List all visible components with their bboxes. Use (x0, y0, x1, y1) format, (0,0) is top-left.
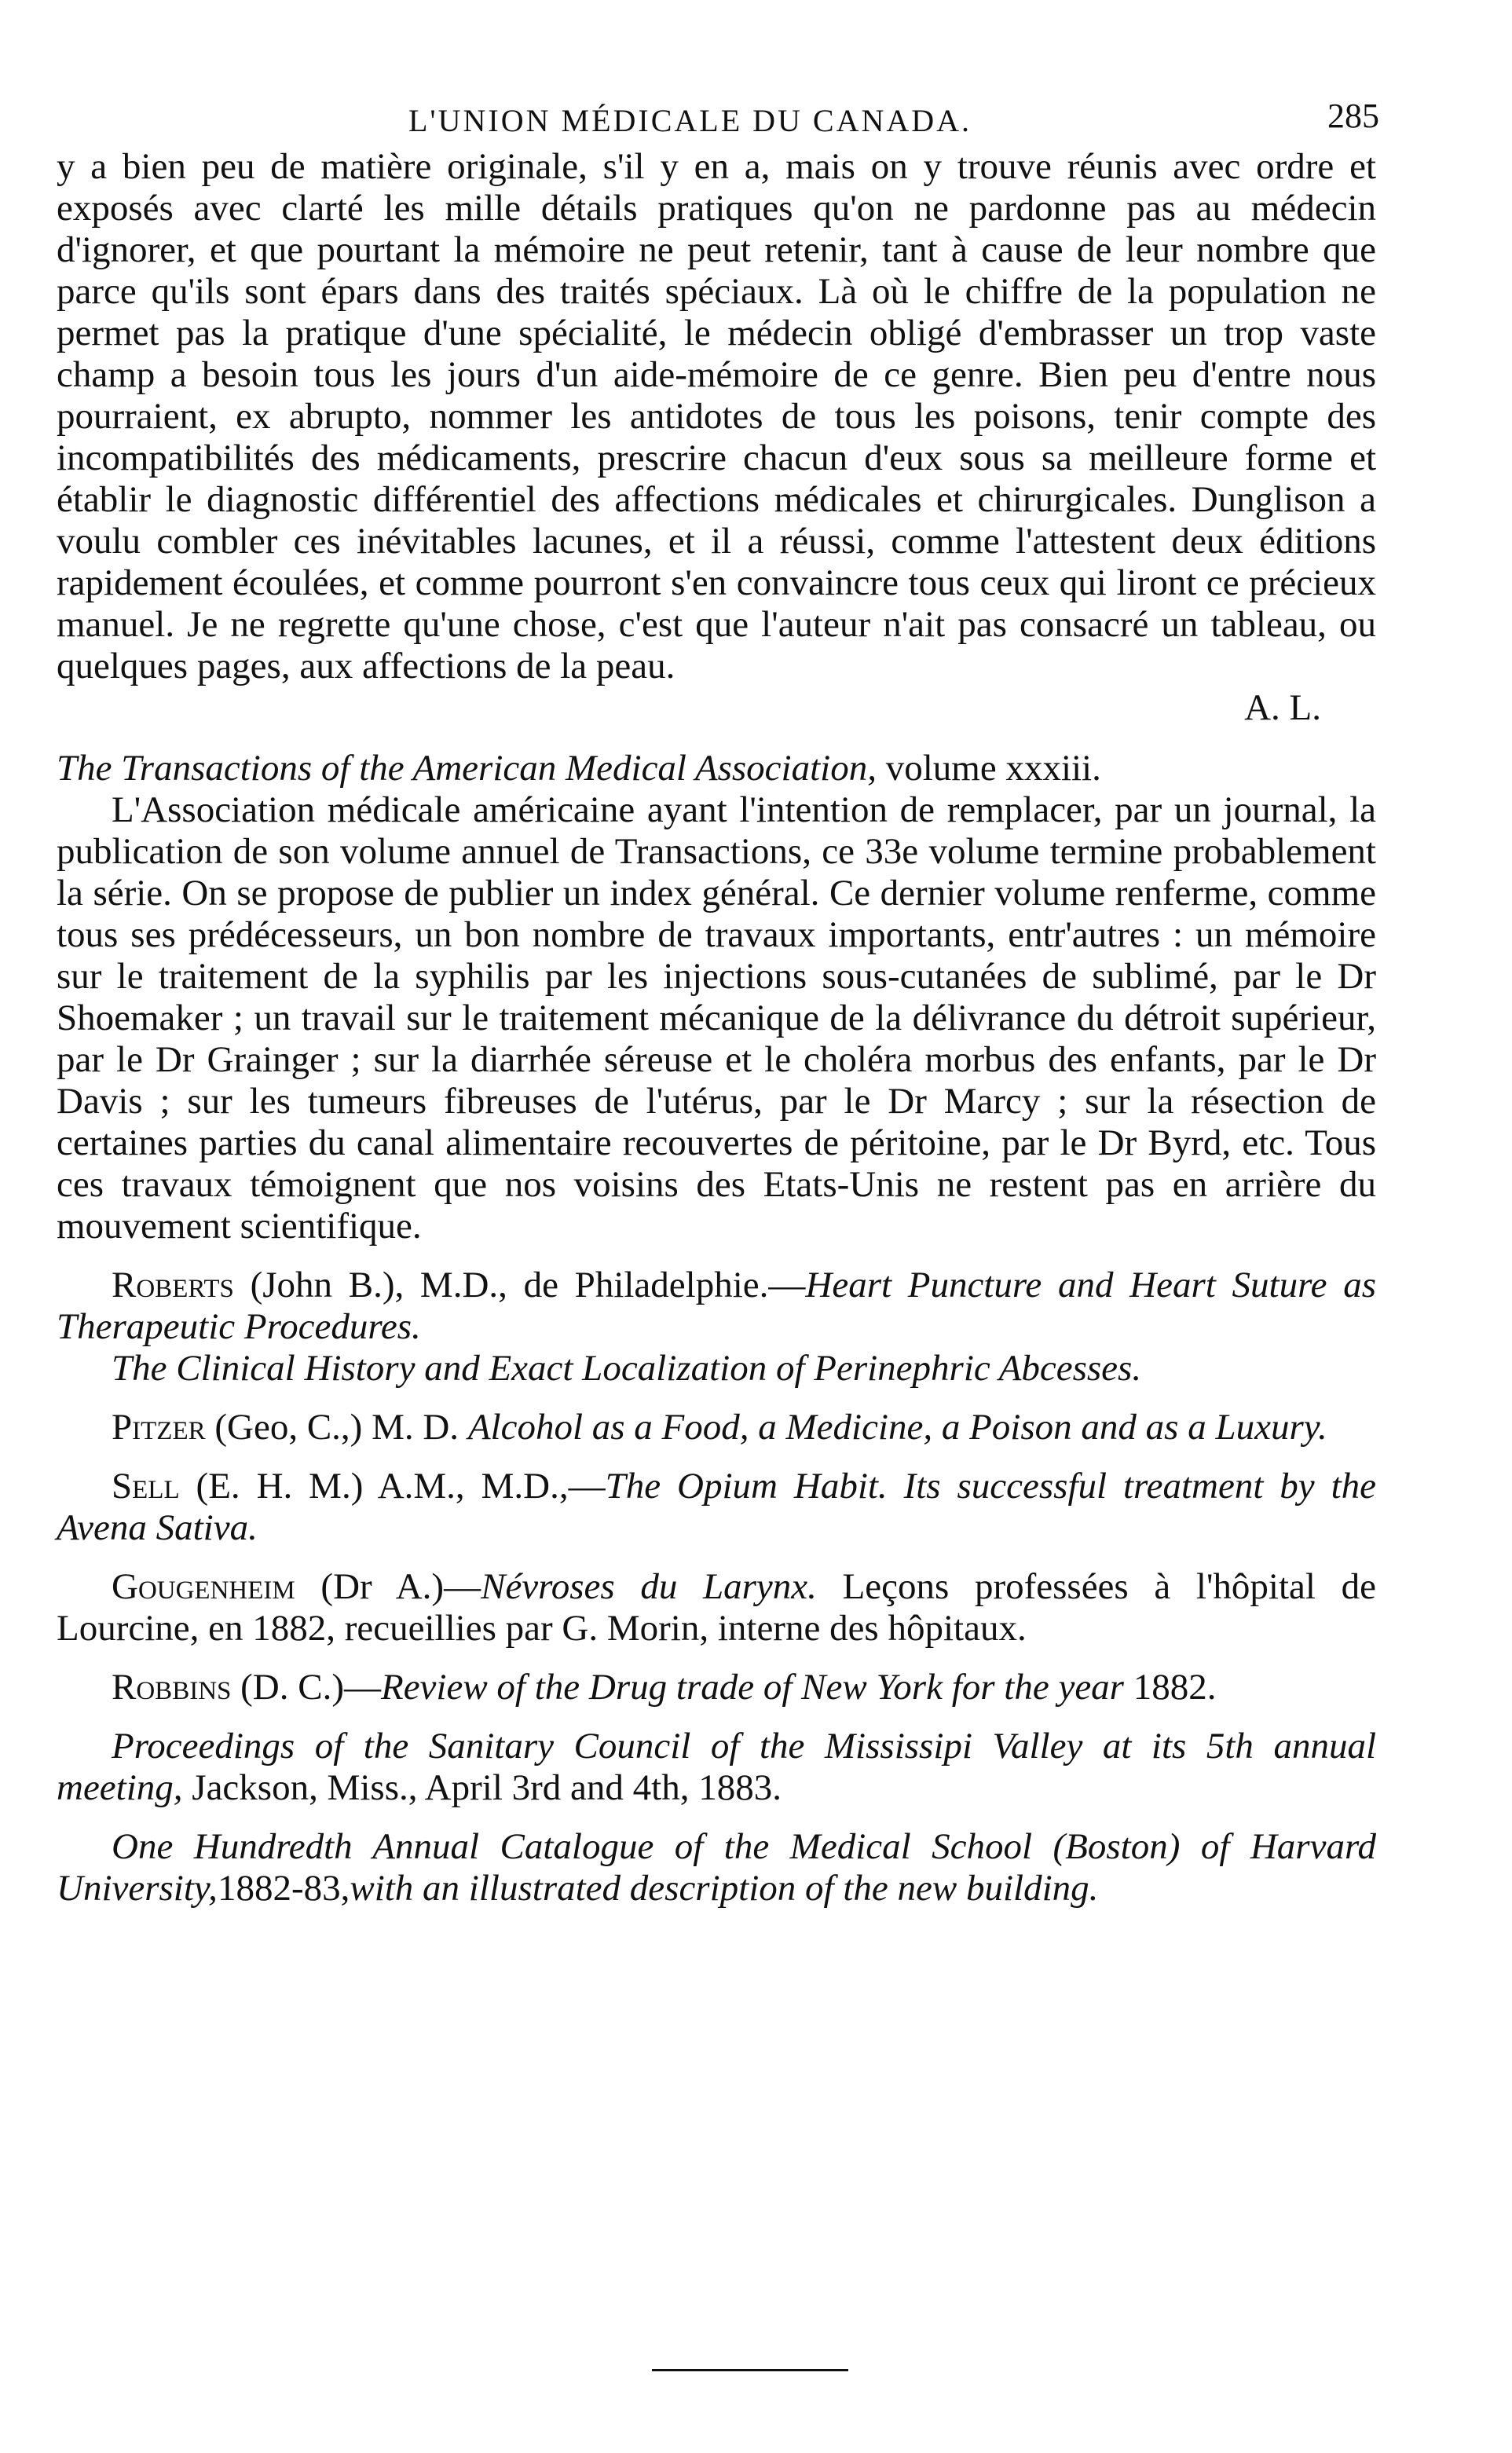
reference-proceedings (57, 1726, 1376, 1809)
reference-sell (57, 1466, 1376, 1549)
ref-title: One Hundredth Annual Catalogue of the Medical School (Boston) of Harvard University, (57, 1826, 1376, 1909)
ref-title: Alcohol as a Food, a Medicine, a Poison and as a Luxury. (467, 1407, 1327, 1448)
ref-author: Sell (112, 1466, 180, 1507)
ref-details: (D. C.)— (240, 1667, 381, 1708)
reference-roberts (57, 1265, 1376, 1348)
ref-year: 1882-83, (217, 1868, 350, 1909)
ref-details: (John B.), M.D., de Philadelphie.— (250, 1265, 806, 1305)
ref-details: (Geo, C.,) M. D. (214, 1407, 459, 1448)
ref-details: (E. H. M.) A.M., M.D.,— (196, 1466, 606, 1507)
closing-rule (652, 2369, 848, 2371)
ref-title: Proceedings of the Sanitary Council of the Mississipi Valley at its 5th annual meeting, (57, 1726, 1376, 1808)
ref-title: Heart Puncture and Heart Suture as Therapeutic Procedures. (57, 1265, 1376, 1347)
ref-author: Roberts (112, 1265, 234, 1305)
reference-gougenheim (57, 1566, 1376, 1649)
ref-author: Pitzer (112, 1407, 206, 1448)
reference-robbins (57, 1667, 1376, 1708)
reference-harvard-catalogue (57, 1826, 1376, 1909)
ref-title: Névroses du Larynx. (481, 1566, 817, 1607)
ref-author: Robbins (112, 1667, 232, 1708)
ref-title: Review of the Drug trade of New York for the year (380, 1667, 1124, 1708)
ref-title: The Opium Habit. Its successful treatment by the Avena Sativa. (57, 1466, 1377, 1548)
ref-details: (Dr A.)— (320, 1566, 481, 1607)
ref-extra: with an illustrated description of the new building. (350, 1868, 1099, 1909)
review-ama-volume: volume xxxiii. (885, 748, 1101, 789)
running-head: L'UNION MÉDICALE DU CANADA. (408, 103, 972, 138)
review-dunglison-text: y a bien peu de matière originale, s'il y en a, mais on y trouve réunis avec ordre et exposés avec clarté les mille détails pratiques qu'on ne pardonne pas au médecin d'ignorer, et que pourtant la mémoire ne peut retenir, tant à cause de leur nombre que parce qu'ils sont épars dans des traités spéciaux. Là où le chiffre de la population ne permet pas la pratique d'une spécialité, le médecin obligé d'embrasser un trop vaste champ a besoin tous les jours d'un aide-mémoire de ce genre. Bien peu d'entre nous pourraient, ex abrupto, nommer les antidotes de tous les poisons, tenir compte des incompatibilités des médicaments, prescrire chacun d'eux sous sa meilleure forme et établir le diagnostic différentiel des affections médicales et chirurgicales. Dunglison a voulu combler ces inévitables lacunes, et il a réussi, comme l'attestent deux éditions rapidement écoulées, et comme pourront s'en convaincre tous ceux qui liront ce précieux manuel. Je ne regrette qu'une chose, c'est que l'auteur n'ait pas consacré un tableau, ou quelques pages, aux affections de la peau. (57, 146, 1376, 686)
ref-extra: 1882. (1133, 1667, 1217, 1708)
reference-pitzer (57, 1407, 1376, 1448)
review-ama-heading (57, 748, 1376, 789)
review-ama-title: The Transactions of the American Medical Association, (57, 748, 877, 789)
review-ama-text: L'Association médicale américaine ayant l'intention de remplacer, par un journal, la publication de son volume annuel de Transactions, ce 33e volume termine probablement la série. On se propose de publier un index général. Ce dernier volume renferme, comme tous ses prédécesseurs, un bon nombre de travaux importants, entr'autres : un mémoire sur le traitement de la syphilis par les injections sous-cutanées de sublimé, par le Dr Shoemaker ; un travail sur le traitement mécanique de la délivrance du détroit supérieur, par le Dr Grainger ; sur la diarrhée séreuse et le choléra morbus des enfants, par le Dr Davis ; sur les tumeurs fibreuses de l'utérus, par le Dr Marcy ; sur la résection de certaines parties du canal alimentaire recouvertes de péritoine, par le Dr Byrd, etc. Tous ces travaux témoignent que nos voisins des Etats-Unis ne restent pas en arrière du mouvement scientifique. (57, 789, 1376, 1247)
ref-title-second: The Clinical History and Exact Localization of Perinephric Abcesses. (112, 1348, 1142, 1389)
body-text (57, 146, 1376, 1909)
review-signature: A. L. (1244, 687, 1321, 728)
reference-roberts-second-title (57, 1348, 1376, 1389)
page-number: 285 (1327, 97, 1379, 135)
ref-author: Gougenheim (112, 1566, 295, 1607)
ref-extra: Leçons professées à l'hôpital de Lourcine, en 1882, recueillies par G. Morin, interne des hôpitaux. (57, 1566, 1376, 1649)
ref-extra: Jackson, Miss., April 3rd and 4th, 1883. (192, 1767, 782, 1808)
